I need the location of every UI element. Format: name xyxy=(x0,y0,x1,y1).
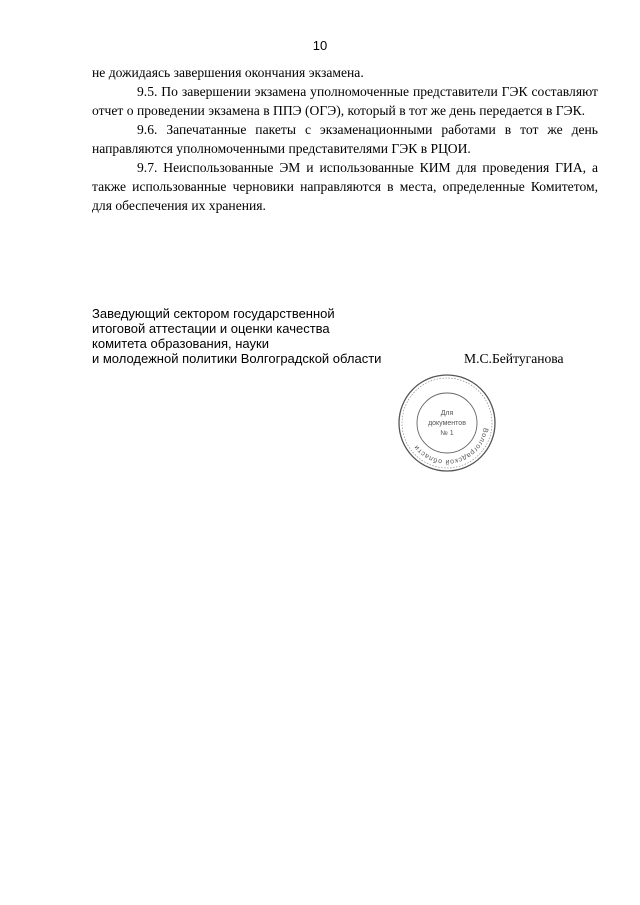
page-number: 10 xyxy=(312,38,328,53)
stamp-center-line: № 1 xyxy=(440,430,454,437)
signature-title-line: Заведующий сектором государственной xyxy=(92,306,335,321)
signer-name: М.С.Бейтуганова xyxy=(464,351,564,366)
official-stamp-icon xyxy=(396,372,498,474)
signature-title-line: итоговой аттестации и оценки качества xyxy=(92,321,330,336)
stamp-center-line: документов xyxy=(428,420,466,427)
paragraph-9-5: 9.5. По завершении экзамена уполномоченные представители ГЭК составляют отчет о проведении экзамена в ППЭ (ОГЭ), который в тот же день передается в ГЭК. xyxy=(92,84,598,118)
signature-title xyxy=(92,306,422,366)
signature-title-line: и молодежной политики Волгоградской области xyxy=(92,351,382,366)
paragraph-9-7: 9.7. Неиспользованные ЭМ и использованные КИМ для проведения ГИА, а также использованные черновики направляются в места, определенные Комитетом, для обеспечения их хранения. xyxy=(92,160,598,213)
paragraph-9-6: 9.6. Запечатанные пакеты с экзаменационными работами в тот же день направляются уполномоченными представителями ГЭК в РЦОИ. xyxy=(92,122,598,156)
body-text xyxy=(92,63,598,215)
paragraph-continuation: не дожидаясь завершения окончания экзамена. xyxy=(92,65,364,80)
signature-title-line: комитета образования, науки xyxy=(92,336,269,351)
stamp-center-line: Для xyxy=(440,410,454,417)
stamp-ring-text: Волгоградской области xyxy=(412,427,489,466)
